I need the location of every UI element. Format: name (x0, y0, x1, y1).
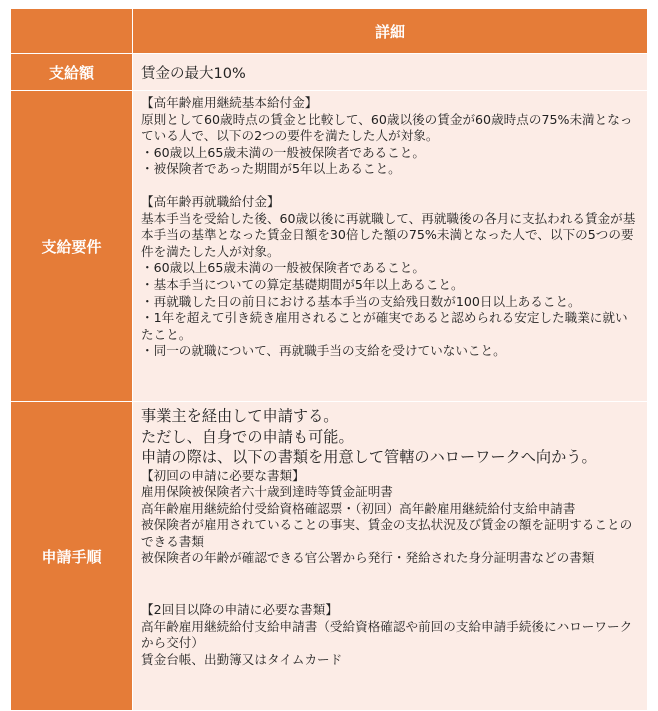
basic-benefit-intro: 原則として60歳時点の賃金と比較して、60歳以後の賃金が60歳時点の75%未満となっている人で、以下の2つの要件を満たした人が対象。 (141, 111, 633, 144)
reemployment-benefit-item: ・基本手当についての算定基礎期間が5年以上あること。 (141, 276, 464, 292)
first-application-document: 高年齢雇用継続給付受給資格確認票・（初回）高年齢雇用継続給付支給申請書 (141, 500, 576, 516)
table-row-amount (11, 54, 648, 91)
procedure-lead-line: ただし、自身での申請も可能。 (141, 427, 354, 446)
basic-benefit-item: ・60歳以上65歳未満の一般被保険者であること。 (141, 144, 425, 160)
second-application-document: 高年齢雇用継続給付支給申請書（受給資格確認や前回の支給申請手続後にハローワークから交付） (141, 618, 633, 651)
benefit-details-table (10, 8, 648, 711)
basic-benefit-title: 【高年齢雇用継続基本給付金】 (141, 95, 318, 110)
header-blank-cell (11, 9, 133, 54)
spacer (141, 178, 639, 194)
procedure-label: 申請手順 (11, 402, 133, 711)
second-application-document: 賃金台帳、出勤簿又はタイムカード (141, 651, 343, 667)
amount-label: 支給額 (11, 54, 133, 91)
table-header-row (11, 9, 648, 54)
basic-benefit-item: ・被保険者であった期間が5年以上あること。 (141, 161, 401, 177)
first-application-document: 被保険者が雇用されていることの事実、賃金の支払状況及び賃金の額を証明することのできる書類 (141, 517, 633, 549)
requirements-label: 支給要件 (11, 91, 133, 402)
procedure-lead-line: 事業主を経由して申請する。 (141, 407, 339, 425)
reemployment-benefit-item: ・再就職した日の前日における基本手当の支給残日数が100日以上あること。 (141, 293, 581, 309)
first-application-title: 【初回の申請に必要な書類】 (141, 467, 305, 483)
spacer (141, 567, 639, 602)
first-application-document: 雇用保険被保険者六十歳到達時等賃金証明書 (141, 484, 393, 500)
requirements-content (133, 91, 648, 402)
header-details: 詳細 (133, 9, 648, 54)
reemployment-benefit-item: ・1年を超えて引き続き雇用されることが確実であると認められる安定した職業に就いたこと。 (141, 310, 628, 342)
reemployment-benefit-item: ・60歳以上65歳未満の一般被保険者であること。 (141, 260, 425, 276)
amount-value: 賃金の最大10% (133, 54, 648, 91)
table-row-requirements (11, 91, 648, 402)
table-row-procedure (11, 402, 648, 711)
reemployment-benefit-title: 【高年齢再就職給付金】 (141, 193, 280, 209)
procedure-lead-line: 申請の際は、以下の書類を用意して管轄のハローワークへ向かう。 (141, 448, 597, 466)
first-application-document: 被保険者の年齢が確認できる官公署から発行・発給された身分証明書などの書類 (141, 550, 595, 566)
procedure-content (133, 402, 648, 711)
reemployment-benefit-item: ・同一の就職について、再就職手当の支給を受けていないこと。 (141, 343, 506, 359)
reemployment-benefit-intro: 基本手当を受給した後、60歳以後に再就職して、再就職後の各月に支払われる賃金が基本手当の基準となった賃金日額を30倍した額の75%未満となった人で、以下の5つの要件を満たした人が対象。 (141, 210, 636, 259)
second-application-title: 【2回目以降の申請に必要な書類】 (141, 602, 338, 618)
